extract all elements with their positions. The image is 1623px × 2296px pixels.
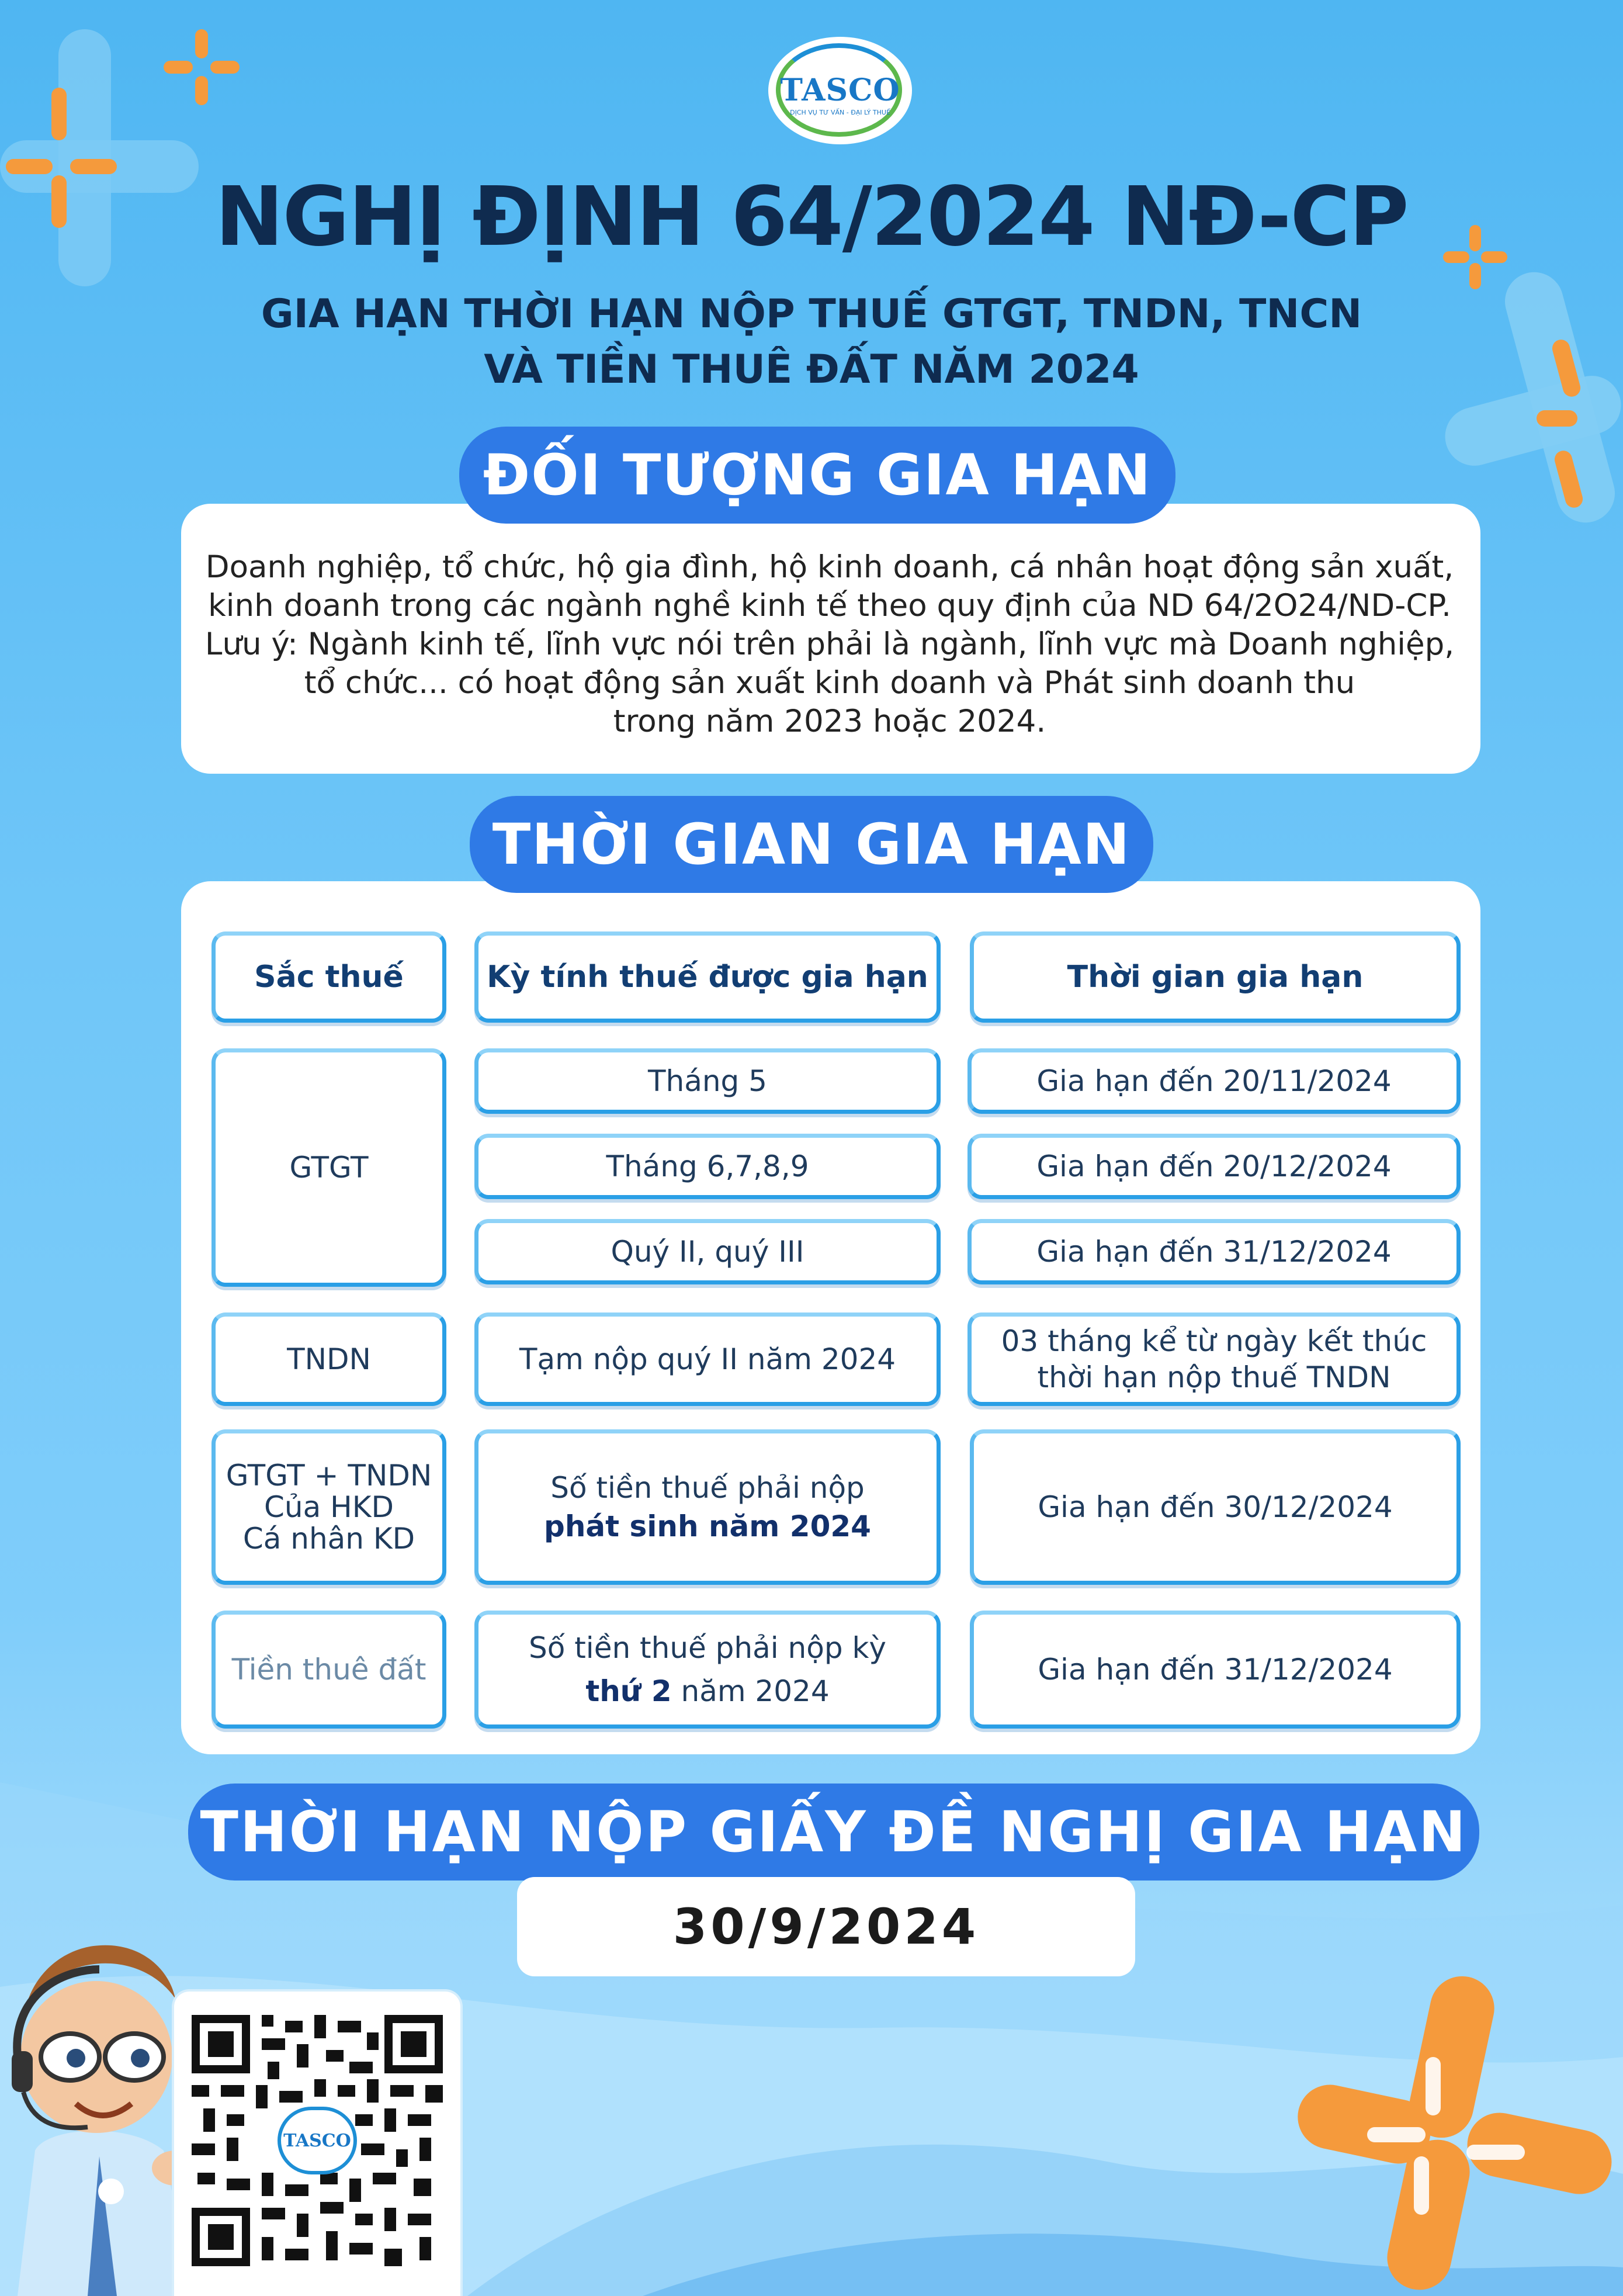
period-bold: thứ 2 (585, 1674, 672, 1708)
desc-line: trong năm 2023 hoặc 2024. (613, 704, 1046, 739)
tax-cell-gtgt: GTGT (211, 1048, 446, 1287)
column-header-period: Kỳ tính thuế được gia hạn (474, 931, 941, 1023)
deadline-cell (967, 1313, 1461, 1406)
qr-center-brand: TASCO (283, 2131, 351, 2151)
period-cell: Tháng 5 (474, 1048, 941, 1114)
sparkle-cross-icon (164, 29, 240, 105)
logo-brand: TASCO (780, 72, 900, 108)
section-heading-submission: THỜI HẠN NỘP GIẤY ĐỀ NGHỊ GIA HẠN (188, 1784, 1479, 1881)
period-cell: Tháng 6,7,8,9 (474, 1134, 941, 1199)
logo-tagline: DỊCH VỤ TƯ VẤN - ĐẠI LÝ THUẾ (790, 109, 890, 116)
period-line: Số tiền thuế phải nộp (550, 1471, 865, 1505)
desc-line: Lưu ý: Ngành kinh tế, lĩnh vực nói trên phải là ngành, lĩnh vực mà Doanh nghiệp, (204, 626, 1455, 662)
deadline-cell: Gia hạn đến 20/11/2024 (967, 1048, 1461, 1114)
qr-code-icon[interactable] (192, 2015, 443, 2266)
deadline-cell: Gia hạn đến 30/12/2024 (970, 1429, 1461, 1585)
column-header-deadline: Thời gian gia hạn (970, 931, 1461, 1023)
tax-line: Cá nhân KD (242, 1522, 415, 1556)
tax-line: GTGT + TNDN (226, 1459, 432, 1492)
page-title: NGHỊ ĐỊNH 64/2024 NĐ-CP (215, 169, 1408, 265)
qr-card (174, 1992, 460, 2296)
section-heading-target: ĐỐI TƯỢNG GIA HẠN (459, 427, 1175, 524)
tasco-logo (770, 39, 910, 143)
deadline-cell: Gia hạn đến 31/12/2024 (967, 1219, 1461, 1284)
tax-cell-tndn: TNDN (211, 1313, 446, 1406)
period-cell: Tạm nộp quý II năm 2024 (474, 1313, 941, 1406)
tax-line: Của HKD (263, 1490, 394, 1524)
column-header-tax: Sắc thuế (211, 931, 446, 1023)
subtitle-line-1: GIA HẠN THỜI HẠN NỘP THUẾ GTGT, TNDN, TNCN (261, 291, 1362, 337)
period-cell: Quý II, quý III (474, 1219, 941, 1284)
period-rest: năm 2024 (671, 1674, 830, 1708)
desc-line: Doanh nghiệp, tổ chức, hộ gia đình, hộ kinh doanh, cá nhân hoạt động sản xuất, (205, 549, 1454, 585)
period-line: Số tiền thuế phải nộp kỳ (528, 1631, 886, 1665)
subtitle-line-2: VÀ TIỀN THUÊ ĐẤT NĂM 2024 (484, 347, 1139, 393)
tax-cell-land-rent: Tiền thuê đất (211, 1611, 446, 1729)
submission-date: 30/9/2024 (517, 1877, 1135, 1976)
target-description (199, 548, 1461, 741)
period-line (585, 1670, 829, 1713)
tax-cell-hkd (211, 1429, 446, 1585)
desc-line: tổ chức... có hoạt động sản xuất kinh doanh và Phát sinh doanh thu (304, 665, 1355, 701)
deadline-line: 03 tháng kể từ ngày kết thúc (1001, 1324, 1427, 1358)
period-cell (474, 1429, 941, 1585)
desc-line: kinh doanh trong các ngành nghề kinh tế theo quy định của ND 64/2O24/ND-CP. (208, 588, 1451, 624)
period-cell (474, 1611, 941, 1729)
deadline-cell: Gia hạn đến 20/12/2024 (967, 1134, 1461, 1199)
capsule-cross-icon (1291, 1963, 1623, 2296)
section-heading-time: THỜI GIAN GIA HẠN (470, 796, 1153, 893)
period-line-bold: phát sinh năm 2024 (544, 1509, 871, 1543)
deadline-line: thời hạn nộp thuế TNDN (1037, 1360, 1391, 1394)
deadline-cell: Gia hạn đến 31/12/2024 (970, 1611, 1461, 1729)
